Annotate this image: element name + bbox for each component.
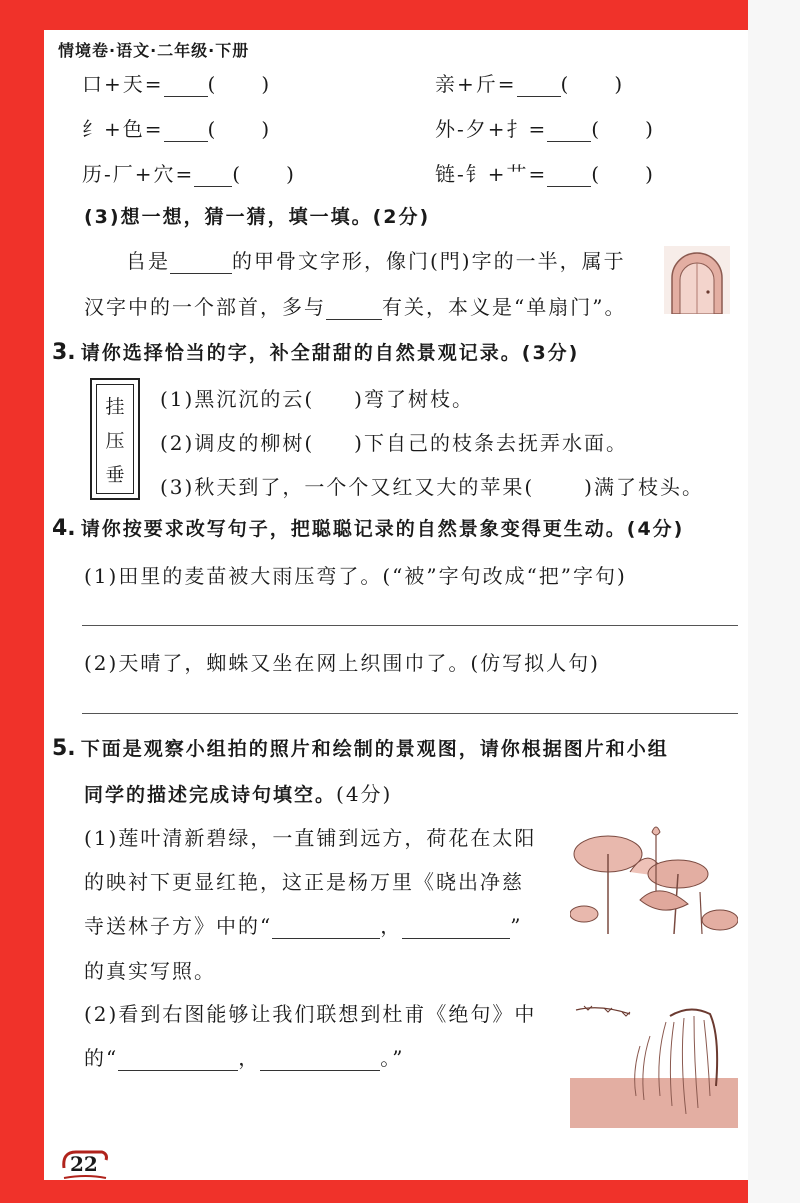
poem-blank[interactable] [402,916,510,939]
word-bank-box [90,378,140,500]
page-number: 22 [70,1152,98,1176]
door-illustration [664,246,730,314]
char-math-expr: 亲+斤= [435,72,517,96]
q4-heading [52,514,684,541]
char-math-row-2-right [435,113,655,142]
page-margin [748,0,800,1203]
question-number: 5. [52,736,76,761]
question-title: 同学的描述完成诗句填空。 [84,784,337,806]
q5-p1-line-2: 的映衬下更显红艳，这正是杨万里《晓出净慈 [84,870,524,894]
oracle-text-line-2 [84,291,626,320]
q3-heading [52,338,579,365]
text: 汉字中的一个部首，多与 [84,295,326,319]
answer-blank[interactable] [194,164,232,187]
q4-item-2: (2)天晴了，蜘蛛又坐在网上织围巾了。(仿写拟人句) [84,651,600,675]
answer-line[interactable] [82,713,738,714]
text: ， [380,914,403,938]
text: 的甲骨文字形，像门(門)字的一半，属于 [232,249,626,273]
answer-blank[interactable] [326,297,382,320]
pinyin-paren: ( ) [560,72,625,96]
question-title: 请你按要求改写句子，把聪聪记录的自然景象变得更生动。(4分) [80,518,685,540]
question-title: 下面是观察小组拍的照片和绘制的景观图，请你根据图片和小组 [80,738,669,760]
char-math-row-1-right [435,68,624,97]
char-math-expr: 历-厂+穴= [82,162,195,186]
q5-p2-line-2 [84,1042,404,1071]
word-bank-word: 挂 [105,396,125,418]
text: )满了枝头。 [584,475,704,499]
poem-blank[interactable] [272,916,380,939]
q3-item-2 [160,427,628,456]
question-title: 请你选择恰当的字，补全甜甜的自然景观记录。(3分) [80,342,580,364]
page-header: 情境卷·语文·二年级·下册 [58,41,250,60]
question-number: 4. [52,516,76,541]
answer-blank[interactable] [547,164,591,187]
lotus-illustration [570,822,738,934]
pinyin-paren: ( ) [232,162,296,186]
char-math-expr: 纟+色= [82,117,164,141]
char-math-expr: 口+天= [82,72,164,96]
answer-blank[interactable] [164,119,208,142]
word-bank-word: 垂 [105,464,125,486]
text: )下自己的枝条去抚弄水面。 [354,431,628,455]
char-math-expr: 链-钅+艹= [435,162,548,186]
text: 。” [380,1046,405,1070]
q5-heading-line-2 [84,778,392,807]
willow-illustration [570,996,738,1128]
text: )弯了树枝。 [354,387,474,411]
q5-p1-line-4: 的真实写照。 [84,959,216,983]
answer-blank[interactable] [170,251,232,274]
text: (2)调皮的柳树( [160,431,315,455]
char-math-row-2-left [82,113,271,142]
char-math-row-3-left [82,158,296,187]
pinyin-paren: ( ) [207,72,272,96]
poem-blank[interactable] [118,1048,238,1071]
pinyin-paren: ( ) [591,117,655,141]
answer-blank[interactable] [517,74,561,97]
oracle-text-line-1 [126,245,626,274]
oracle-glyph: 𠂤 [126,249,148,273]
text: 有关，本义是“单扇门”。 [382,295,627,319]
char-math-row-1-left [82,68,271,97]
pinyin-paren: ( ) [591,162,655,186]
q3-item-1 [160,383,474,412]
char-math-expr: 外-夕+扌= [435,117,548,141]
text: 寺送林子方》中的“ [84,914,273,938]
word-bank-word: 压 [105,430,125,452]
char-math-row-3-right [435,158,655,187]
text: (1)黑沉沉的云( [160,387,315,411]
score: (4分) [336,782,393,806]
q4-item-1: (1)田里的麦苗被大雨压弯了。(“被”字句改成“把”字句) [84,564,627,588]
q5-heading [52,734,669,761]
pinyin-paren: ( ) [207,117,272,141]
text: ， [238,1046,261,1070]
text: ” [510,914,523,938]
text: (3)秋天到了，一个个又红又大的苹果( [160,475,535,499]
q5-p1-line-3 [84,910,522,939]
question-number: 3. [52,340,76,365]
text: 的“ [84,1046,119,1070]
q5-p1-line-1: (1)莲叶清新碧绿，一直铺到远方，荷花在太阳 [84,826,537,850]
answer-blank[interactable] [547,119,591,142]
q5-p2-line-1: (2)看到右图能够让我们联想到杜甫《绝句》中 [84,1002,537,1026]
q3-item-3 [160,471,704,500]
answer-blank[interactable] [164,74,208,97]
answer-line[interactable] [82,625,738,626]
poem-blank[interactable] [260,1048,380,1071]
text: 是 [148,249,170,273]
sub-question-title: (3)想一想，猜一猜，填一填。(2分) [84,206,431,228]
